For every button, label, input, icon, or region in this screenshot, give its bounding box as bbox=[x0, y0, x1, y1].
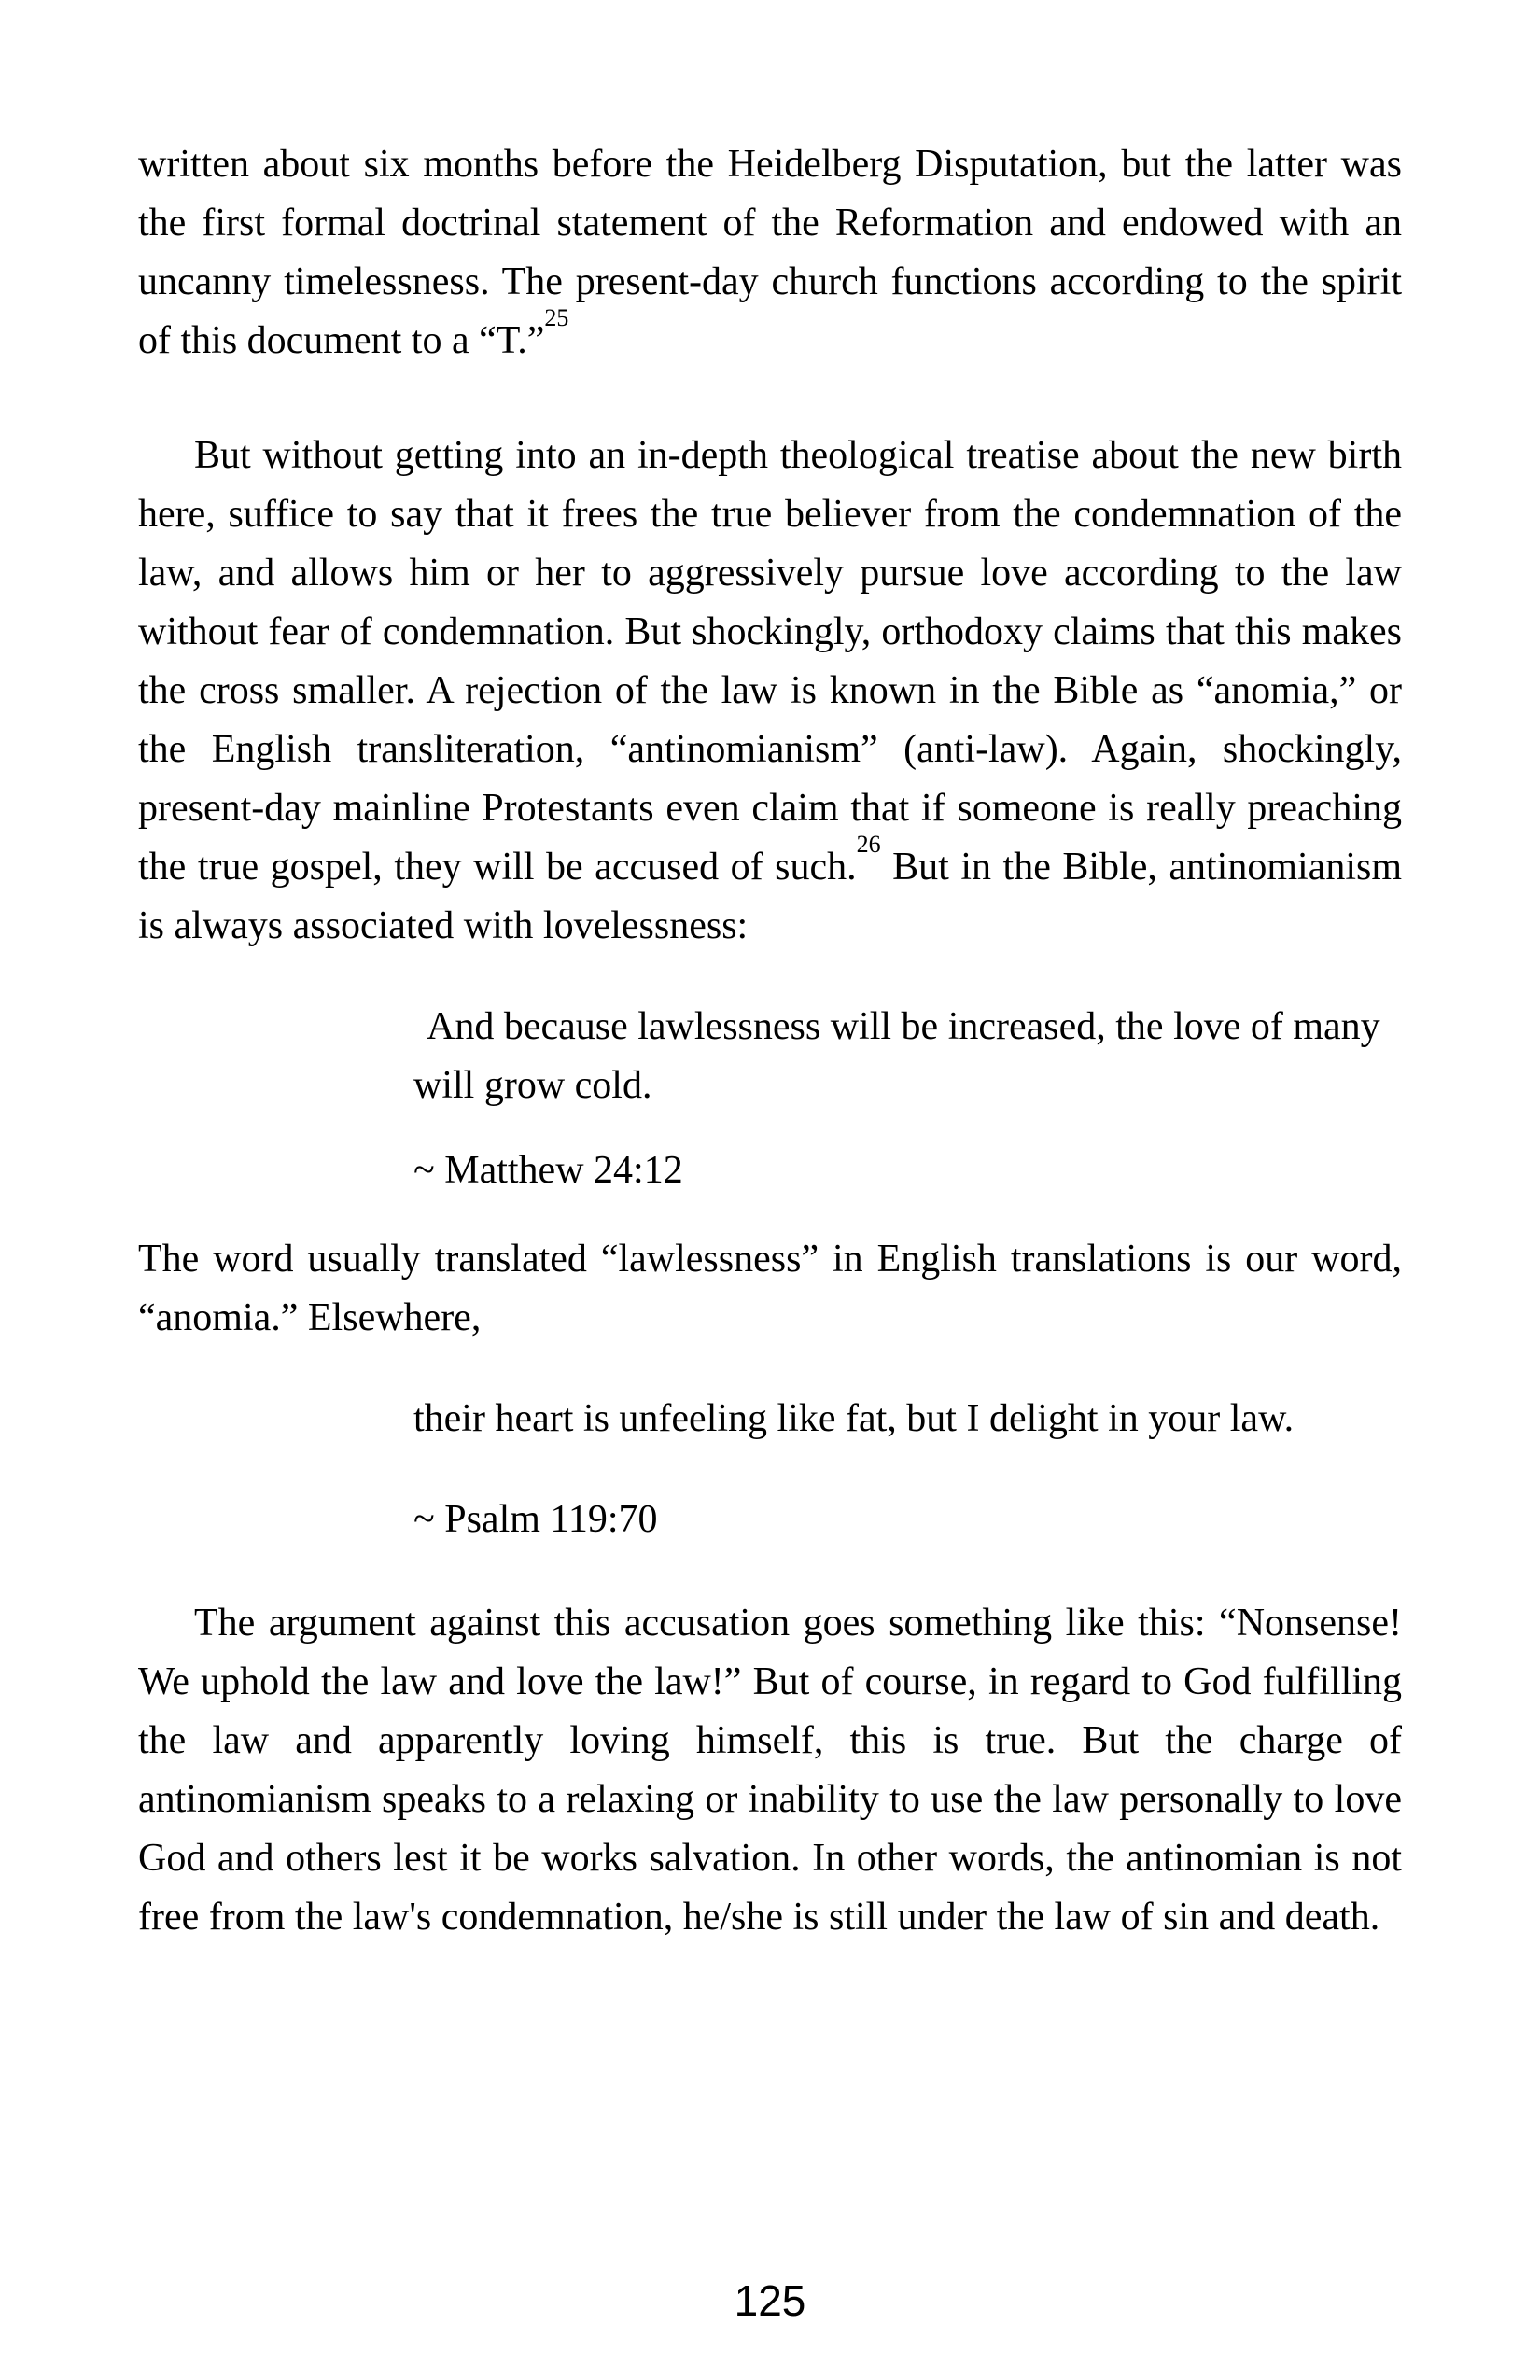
quote-psalm-text: their heart is unfeeling like fat, but I delight in your law. bbox=[413, 1397, 1295, 1440]
footnote-ref-25: 25 bbox=[544, 304, 569, 331]
block-quote-psalm bbox=[413, 1390, 1402, 1549]
block-quote-matthew bbox=[413, 998, 1402, 1200]
quote-matthew-attribution: ~ Matthew 24:12 bbox=[413, 1149, 683, 1192]
paragraph-2-text-before: But without getting into an in-depth theological treatise about the new birth here, suffice to say that it frees the true believer from the condemnation of the law, and allows him or her to aggressively pursue love according to the law without fear of condemnation. But shockingly, orthodoxy claims that this makes the cross smaller. A rejection of the law is known in the Bible as “anomia,” or the English transliteration, “antinomianism” (anti-law). Again, shockingly, present-day mainline Protestants even claim that if someone is really preaching the true gospel, they will be accused of such. bbox=[138, 434, 1402, 889]
quote-psalm-attribution: ~ Psalm 119:70 bbox=[413, 1498, 658, 1541]
paragraph-2-text-after: But in the Bible, antinomianism is always associated with lovelessness: bbox=[138, 846, 1403, 947]
paragraph-3: The word usually translated “lawlessness” in English translations is our word, “anomia.” Elsewhere, bbox=[138, 1238, 1402, 1339]
page-number: 125 bbox=[734, 2276, 806, 2325]
page-content bbox=[138, 135, 1402, 1947]
paragraph-1 bbox=[138, 135, 1402, 371]
footnote-ref-26: 26 bbox=[856, 831, 881, 858]
paragraph-4: The argument against this accusation goes something like this: “Nonsense! We uphold the law and love the law!” But of course, in regard to God fulfilling the law and apparently loving himself, this is true. But the charge of antinomianism speaks to a relaxing or inability to use the law personally to love God and others lest it be works salvation. In other words, the antinomian is not free from the law's condemnation, he/she is still under the law of sin and death. bbox=[138, 1602, 1402, 1939]
paragraph-1-text: written about six months before the Heidelberg Disputation, but the latter was the first formal doctrinal statement of the Reformation and endowed with an uncanny timelessness. The present-day church functions according to the spirit of this document to a “T.” bbox=[138, 143, 1402, 362]
quote-matthew-text: And because lawlessness will be increased, the love of many will grow cold. bbox=[413, 1005, 1380, 1107]
paragraph-2 bbox=[138, 427, 1402, 956]
